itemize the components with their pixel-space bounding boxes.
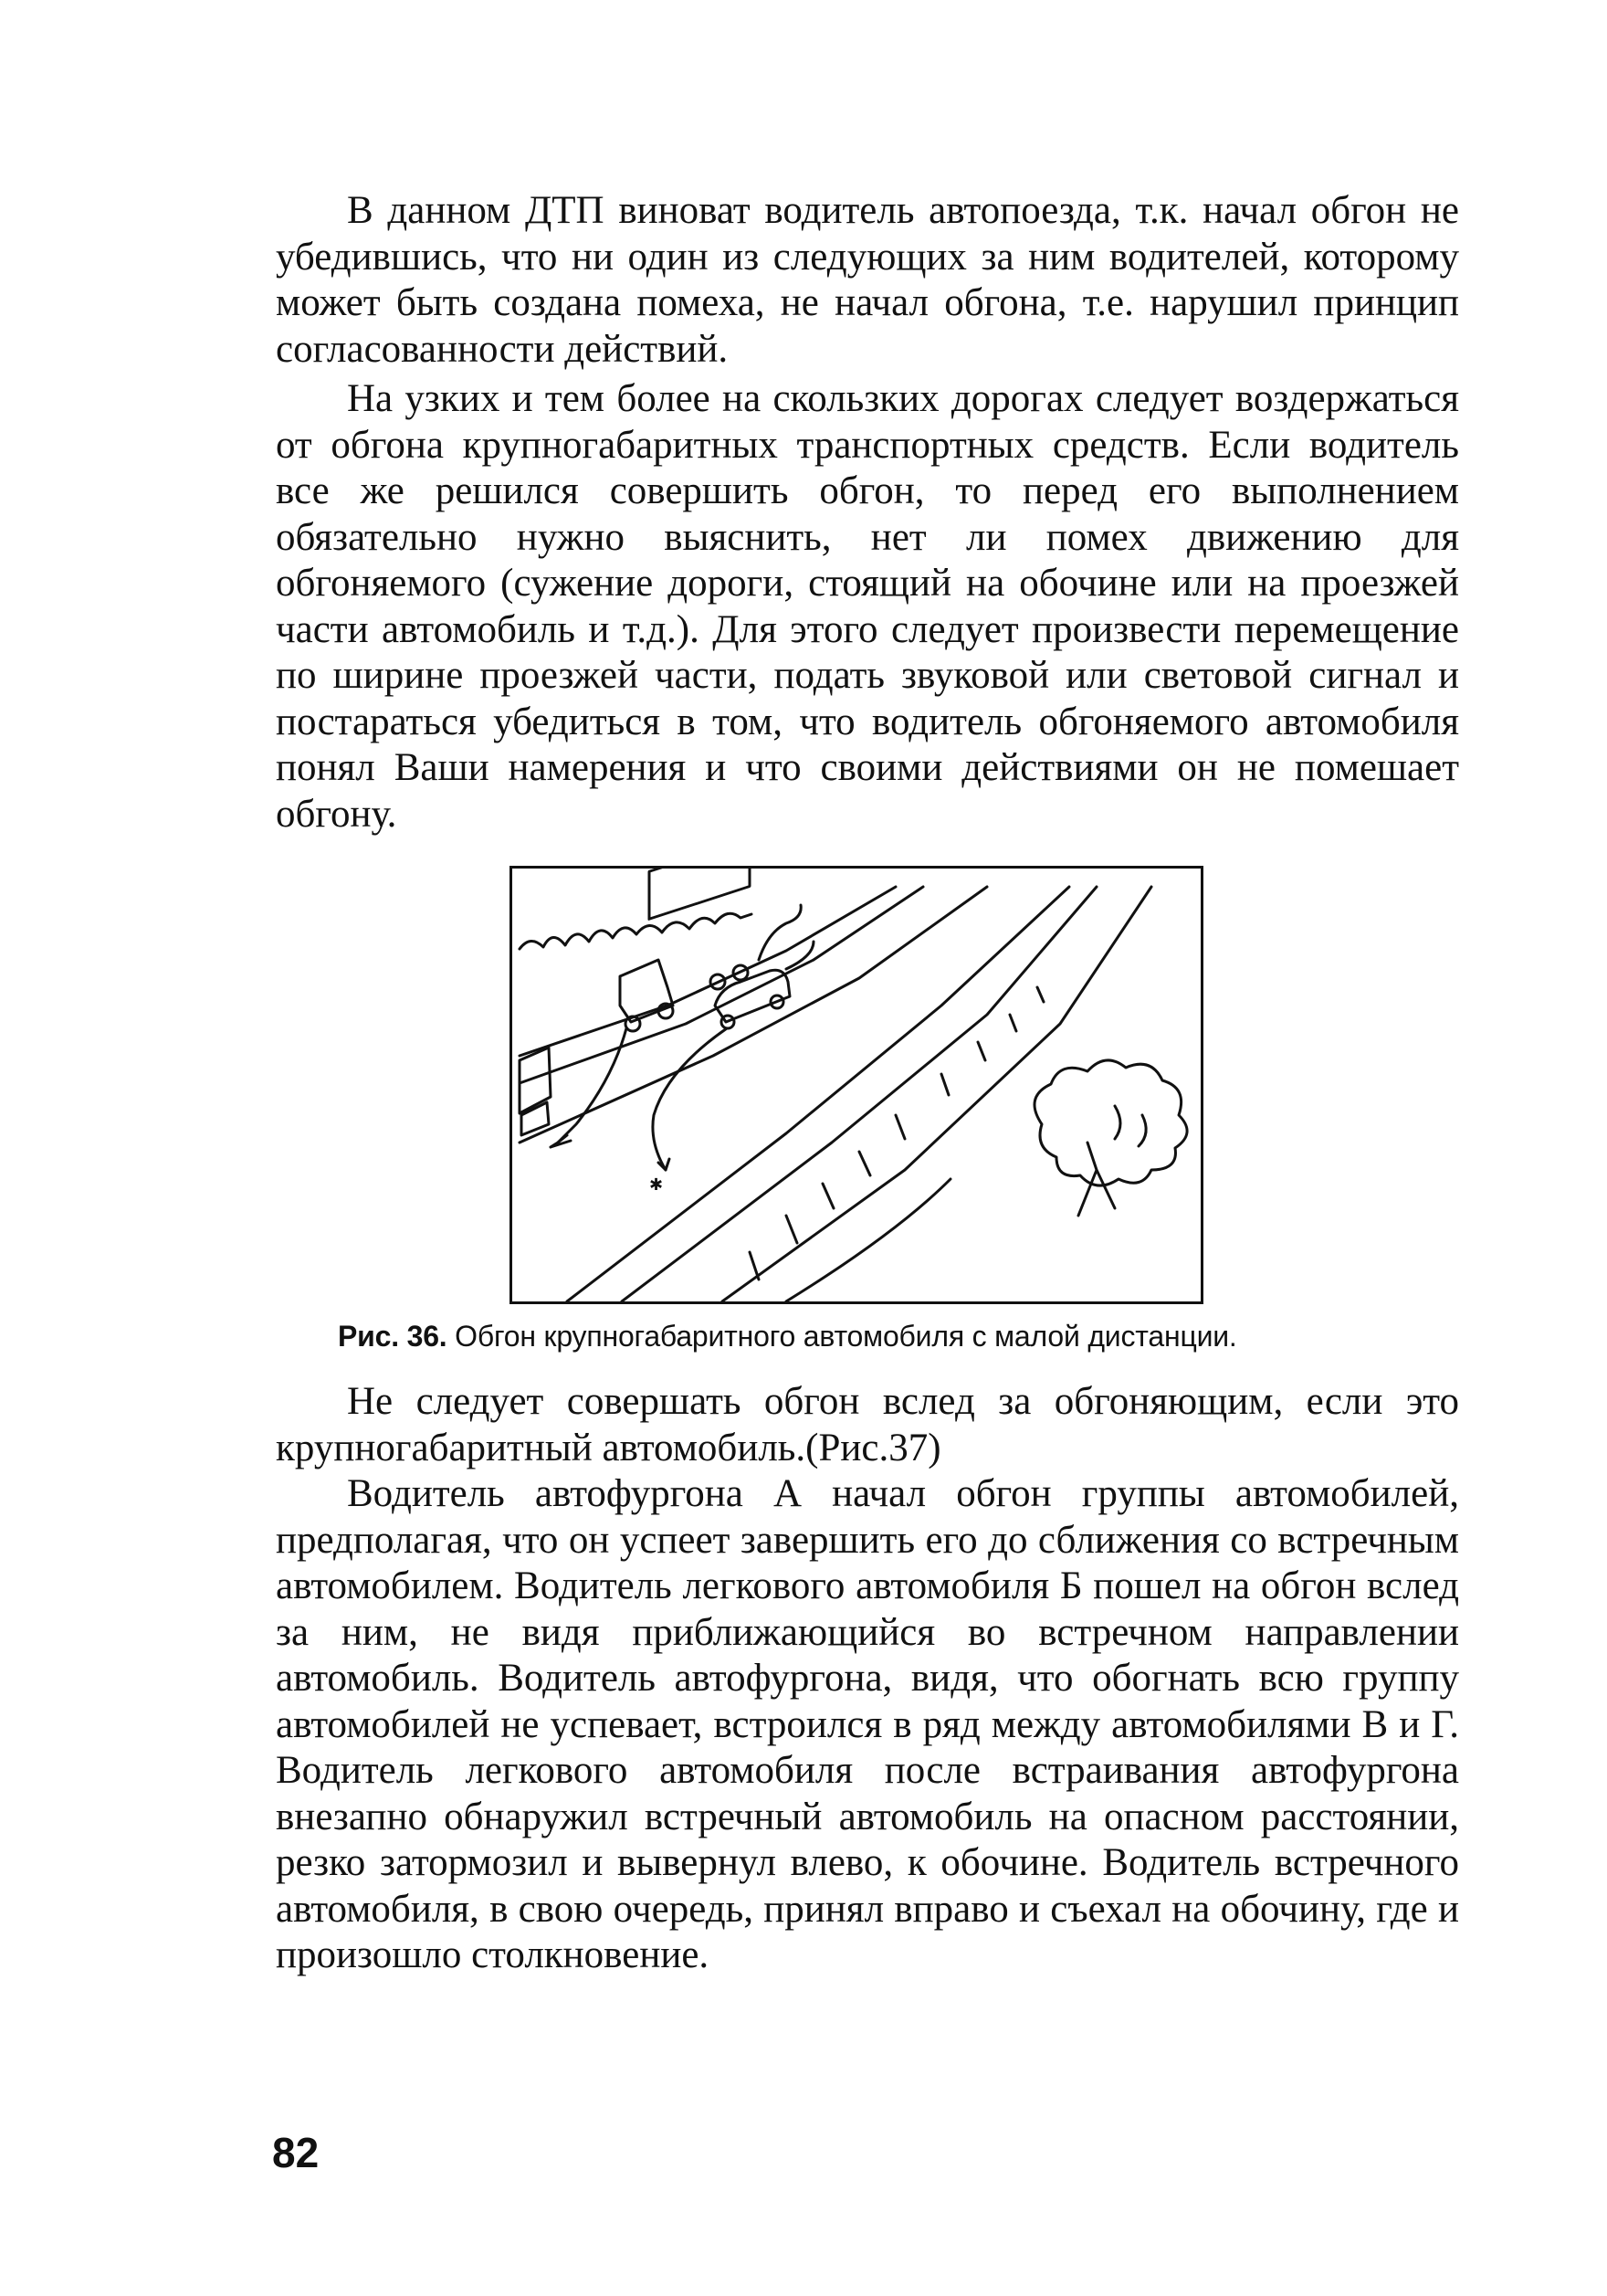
page-number: 82 bbox=[272, 2129, 320, 2176]
paragraph-1: В данном ДТП виноват водитель автопоезда, т.к. начал обгон не убедившись, что ни один из следующих за ним водителей, которому может быть создана помеха, не начал обгона, т.е. нарушил принцип согласованности действий. bbox=[276, 189, 1459, 371]
figure-caption bbox=[338, 1318, 1434, 1354]
road-drawing bbox=[512, 869, 1201, 1301]
truck-trailer bbox=[649, 869, 750, 919]
road-left-edge bbox=[520, 887, 896, 1056]
figure-overtaking-illustration bbox=[509, 866, 1203, 1304]
bottom-text-block bbox=[276, 1379, 1459, 1979]
figure-caption-text: Обгон крупногабаритного автомобиля с малой дистанции. bbox=[446, 1320, 1237, 1353]
lane-line-2 bbox=[567, 887, 1069, 1301]
figure-caption-label: Рис. 36. bbox=[338, 1320, 447, 1353]
truck-trajectory-arrow bbox=[558, 1028, 626, 1143]
paragraph-4: Водитель автофургона А начал обгон группы автомобилей, предполагая, что он успеет завершить его до сближения со встречным автомобилем. Водитель легкового автомобиля Б пошел на обгон вслед за ним, не видя приближающийся во встречном направлении автомобиль. Водитель автофургона, видя, что обогнать всю группу автомобилей не успевает, встроился в ряд между автомобилями В и Г. Водитель легкового автомобиля после встраивания автофургона внезапно обнаружил встречный автомобиль на опасном расстоянии, резко затормозил и вывернул влево, к обочине. Водитель встречного автомобиля, в свою очередь, принял вправо и съехал на обочину, где и произошло столкновение. bbox=[276, 1472, 1459, 1976]
top-text-block bbox=[276, 188, 1459, 837]
svg-text:✱: ✱ bbox=[649, 1175, 664, 1194]
car-trajectory-arrow bbox=[653, 1028, 727, 1170]
paragraph-2: На узких и тем более на скользких дорогах следует воздержаться от обгона крупногабаритных транспортных средств. Если водитель все же решился совершить обгон, то перед его выполнением обязательно нужно выяснить, нет ли помех движению для обгоняемого (сужение дороги, стоящий на обочине или на проезжей части автомобиль и т.д.). Для этого следует произвести перемещение по ширине проезжей части, подать звуковой или световой сигнал и постараться убедиться в том, что водитель обгоняемого автомобиля понял Ваши намерения и что своими действиями он не помешает обгону. bbox=[276, 377, 1459, 836]
paragraph-3: Не следует совершать обгон вслед за обгоняющим, если это крупногабаритный автомобиль.(Рис.37) bbox=[276, 1380, 1459, 1469]
oncoming-truck bbox=[520, 1048, 551, 1135]
treeline bbox=[520, 913, 751, 949]
lane-line-3 bbox=[622, 887, 1097, 1301]
roadside-bush bbox=[1035, 1060, 1187, 1185]
